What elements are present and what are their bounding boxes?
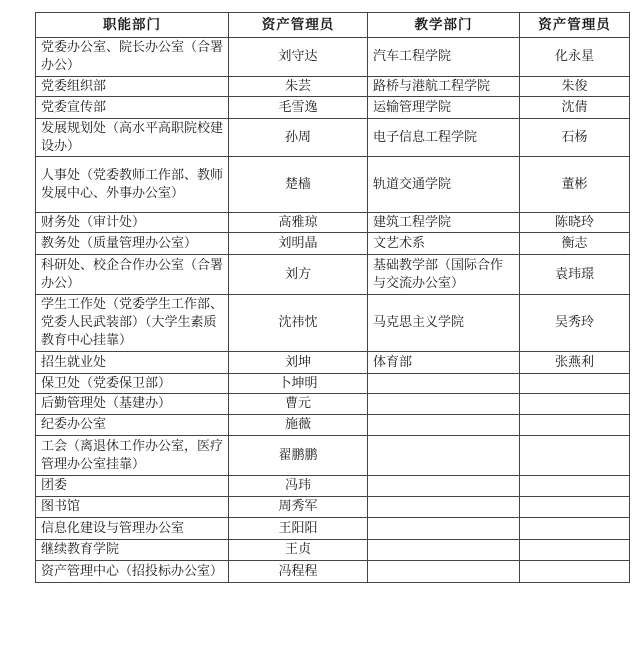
functional-admin-cell: 周秀军	[229, 497, 368, 518]
teaching-dept-cell	[368, 561, 520, 583]
functional-admin-cell: 卜坤明	[229, 374, 368, 394]
table-row	[36, 540, 630, 561]
functional-admin-cell: 高雅琼	[229, 213, 368, 233]
functional-admin-cell: 王阳阳	[229, 518, 368, 540]
teaching-admin-cell: 朱俊	[520, 77, 630, 97]
teaching-admin-cell	[520, 374, 630, 394]
teaching-admin-cell	[520, 394, 630, 415]
teaching-admin-cell: 衡志	[520, 233, 630, 255]
functional-admin-cell: 刘守达	[229, 38, 368, 77]
teaching-dept-cell: 文艺术系	[368, 233, 520, 255]
functional-admin-cell: 朱芸	[229, 77, 368, 97]
functional-admin-cell: 冯程程	[229, 561, 368, 583]
teaching-dept-cell: 马克思主义学院	[368, 295, 520, 352]
functional-dept-cell: 学生工作处（党委学生工作部、党委人民武装部）（大学生素质教育中心挂靠）	[36, 295, 229, 352]
functional-dept-cell: 图书馆	[36, 497, 229, 518]
teaching-dept-cell: 路桥与港航工程学院	[368, 77, 520, 97]
table-row	[36, 255, 630, 295]
teaching-admin-cell	[520, 415, 630, 436]
functional-admin-cell: 翟鹏鹏	[229, 436, 368, 476]
teaching-admin-cell: 董彬	[520, 157, 630, 213]
teaching-admin-cell	[520, 561, 630, 583]
functional-admin-cell: 孙周	[229, 119, 368, 157]
table-row	[36, 213, 630, 233]
table-row	[36, 157, 630, 213]
table-row	[36, 38, 630, 77]
teaching-dept-cell	[368, 436, 520, 476]
teaching-dept-cell	[368, 374, 520, 394]
functional-dept-cell: 信息化建设与管理办公室	[36, 518, 229, 540]
header-func-dept: 职能部门	[36, 13, 229, 38]
table-row	[36, 233, 630, 255]
functional-admin-cell: 沈祎忱	[229, 295, 368, 352]
functional-dept-cell: 教务处（质量管理办公室）	[36, 233, 229, 255]
teaching-admin-cell: 沈倩	[520, 97, 630, 119]
functional-admin-cell: 冯玮	[229, 476, 368, 497]
teaching-dept-cell	[368, 518, 520, 540]
table-row	[36, 77, 630, 97]
functional-dept-cell: 人事处（党委教师工作部、教师发展中心、外事办公室）	[36, 157, 229, 213]
teaching-dept-cell	[368, 394, 520, 415]
functional-admin-cell: 楚樯	[229, 157, 368, 213]
functional-dept-cell: 工会（离退休工作办公室，医疗管理办公室挂靠）	[36, 436, 229, 476]
teaching-dept-cell	[368, 476, 520, 497]
teaching-dept-cell: 基础教学部（国际合作与交流办公室）	[368, 255, 520, 295]
functional-dept-cell: 科研处、校企合作办公室（合署办公）	[36, 255, 229, 295]
asset-admin-table	[35, 12, 630, 583]
table-row	[36, 476, 630, 497]
teaching-admin-cell	[520, 540, 630, 561]
functional-dept-cell: 纪委办公室	[36, 415, 229, 436]
table-row	[36, 119, 630, 157]
teaching-admin-cell: 吴秀玲	[520, 295, 630, 352]
teaching-dept-cell: 轨道交通学院	[368, 157, 520, 213]
teaching-dept-cell	[368, 540, 520, 561]
table-row	[36, 295, 630, 352]
table-row	[36, 561, 630, 583]
table-row	[36, 352, 630, 374]
functional-dept-cell: 团委	[36, 476, 229, 497]
table-row	[36, 97, 630, 119]
teaching-admin-cell	[520, 497, 630, 518]
functional-dept-cell: 党委宣传部	[36, 97, 229, 119]
functional-dept-cell: 发展规划处（高水平高职院校建设办）	[36, 119, 229, 157]
functional-dept-cell: 继续教育学院	[36, 540, 229, 561]
functional-dept-cell: 保卫处（党委保卫部）	[36, 374, 229, 394]
teaching-admin-cell: 袁玮璟	[520, 255, 630, 295]
teaching-admin-cell: 张燕利	[520, 352, 630, 374]
teaching-dept-cell: 体育部	[368, 352, 520, 374]
header-func-admin: 资产管理员	[229, 13, 368, 38]
header-teach-dept: 教学部门	[368, 13, 520, 38]
functional-dept-cell: 后勤管理处（基建办）	[36, 394, 229, 415]
functional-admin-cell: 曹元	[229, 394, 368, 415]
functional-dept-cell: 资产管理中心（招投标办公室）	[36, 561, 229, 583]
functional-admin-cell: 施薇	[229, 415, 368, 436]
functional-dept-cell: 党委组织部	[36, 77, 229, 97]
header-teach-admin: 资产管理员	[520, 13, 630, 38]
teaching-dept-cell	[368, 497, 520, 518]
teaching-admin-cell: 陈晓玲	[520, 213, 630, 233]
table-row	[36, 436, 630, 476]
functional-admin-cell: 刘方	[229, 255, 368, 295]
functional-dept-cell: 党委办公室、院长办公室（合署办公）	[36, 38, 229, 77]
functional-admin-cell: 刘坤	[229, 352, 368, 374]
teaching-admin-cell	[520, 518, 630, 540]
teaching-dept-cell: 汽车工程学院	[368, 38, 520, 77]
functional-admin-cell: 王贞	[229, 540, 368, 561]
functional-admin-cell: 刘明晶	[229, 233, 368, 255]
header-row	[36, 13, 630, 38]
teaching-admin-cell: 石杨	[520, 119, 630, 157]
teaching-dept-cell: 运输管理学院	[368, 97, 520, 119]
teaching-admin-cell	[520, 436, 630, 476]
functional-admin-cell: 毛雪逸	[229, 97, 368, 119]
table-row	[36, 518, 630, 540]
teaching-dept-cell: 建筑工程学院	[368, 213, 520, 233]
table-row	[36, 415, 630, 436]
teaching-admin-cell	[520, 476, 630, 497]
teaching-dept-cell	[368, 415, 520, 436]
table-row	[36, 374, 630, 394]
teaching-dept-cell: 电子信息工程学院	[368, 119, 520, 157]
functional-dept-cell: 财务处（审计处）	[36, 213, 229, 233]
table-row	[36, 497, 630, 518]
teaching-admin-cell: 化永星	[520, 38, 630, 77]
functional-dept-cell: 招生就业处	[36, 352, 229, 374]
table-row	[36, 394, 630, 415]
